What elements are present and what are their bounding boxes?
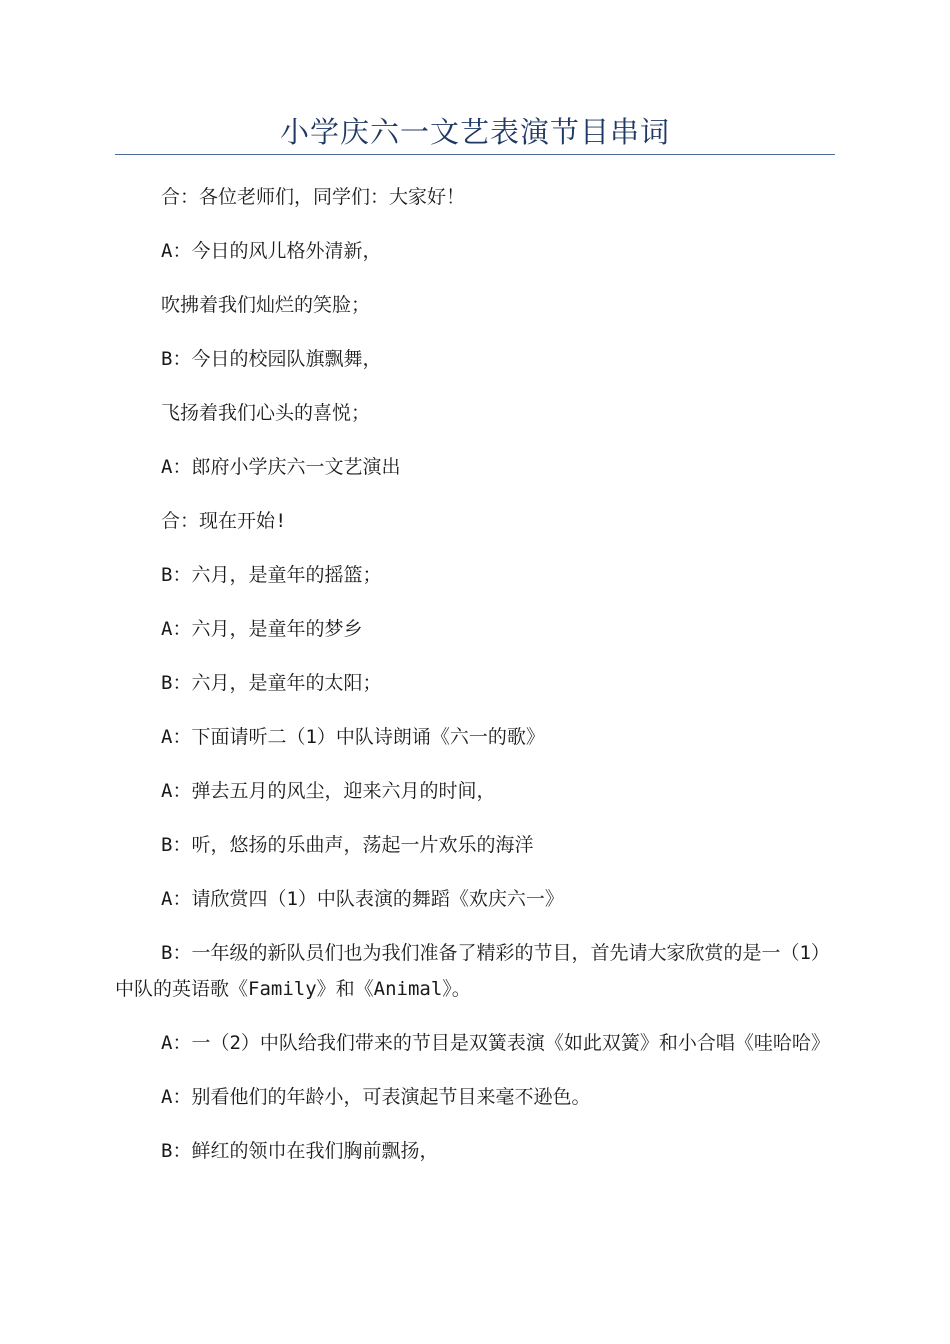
paragraph: A：一（2）中队给我们带来的节目是双簧表演《如此双簧》和小合唱《哇哈哈》 [161,1032,830,1054]
paragraph: 合：现在开始! [161,510,287,532]
paragraph: 吹拂着我们灿烂的笑脸； [161,294,371,316]
paragraph: B：听，悠扬的乐曲声，荡起一片欢乐的海洋 [161,834,534,856]
paragraph: A：请欣赏四（1）中队表演的舞蹈《欢庆六一》 [161,888,564,910]
paragraph: B：鲜红的领巾在我们胸前飘扬， [161,1140,439,1162]
paragraph: B：今日的校园队旗飘舞， [161,348,382,370]
paragraph: A：别看他们的年龄小，可表演起节目来毫不逊色。 [161,1086,591,1108]
paragraph: A：下面请听二（1）中队诗朗诵《六一的歌》 [161,726,545,748]
paragraph: 合：各位老师们，同学们：大家好！ [161,186,466,208]
paragraph: B：一年级的新队员们也为我们准备了精彩的节目，首先请大家欣赏的是一（1）中队的英语歌《Family》和《Animal》。 [115,942,830,1000]
document-title: 小学庆六一文艺表演节目串词 [279,115,670,149]
paragraph: B：六月，是童年的摇篮； [161,564,382,586]
paragraph: A：弹去五月的风尘，迎来六月的时间， [161,780,496,802]
paragraph: A：今日的风儿格外清新， [161,240,382,262]
document-body [115,179,835,1187]
title-underline [115,154,835,155]
paragraph: 飞扬着我们心头的喜悦； [161,402,371,424]
paragraph: A：六月，是童年的梦乡 [161,618,363,640]
paragraph: B：六月，是童年的太阳； [161,672,382,694]
paragraph: A：郎府小学庆六一文艺演出 [161,456,401,478]
